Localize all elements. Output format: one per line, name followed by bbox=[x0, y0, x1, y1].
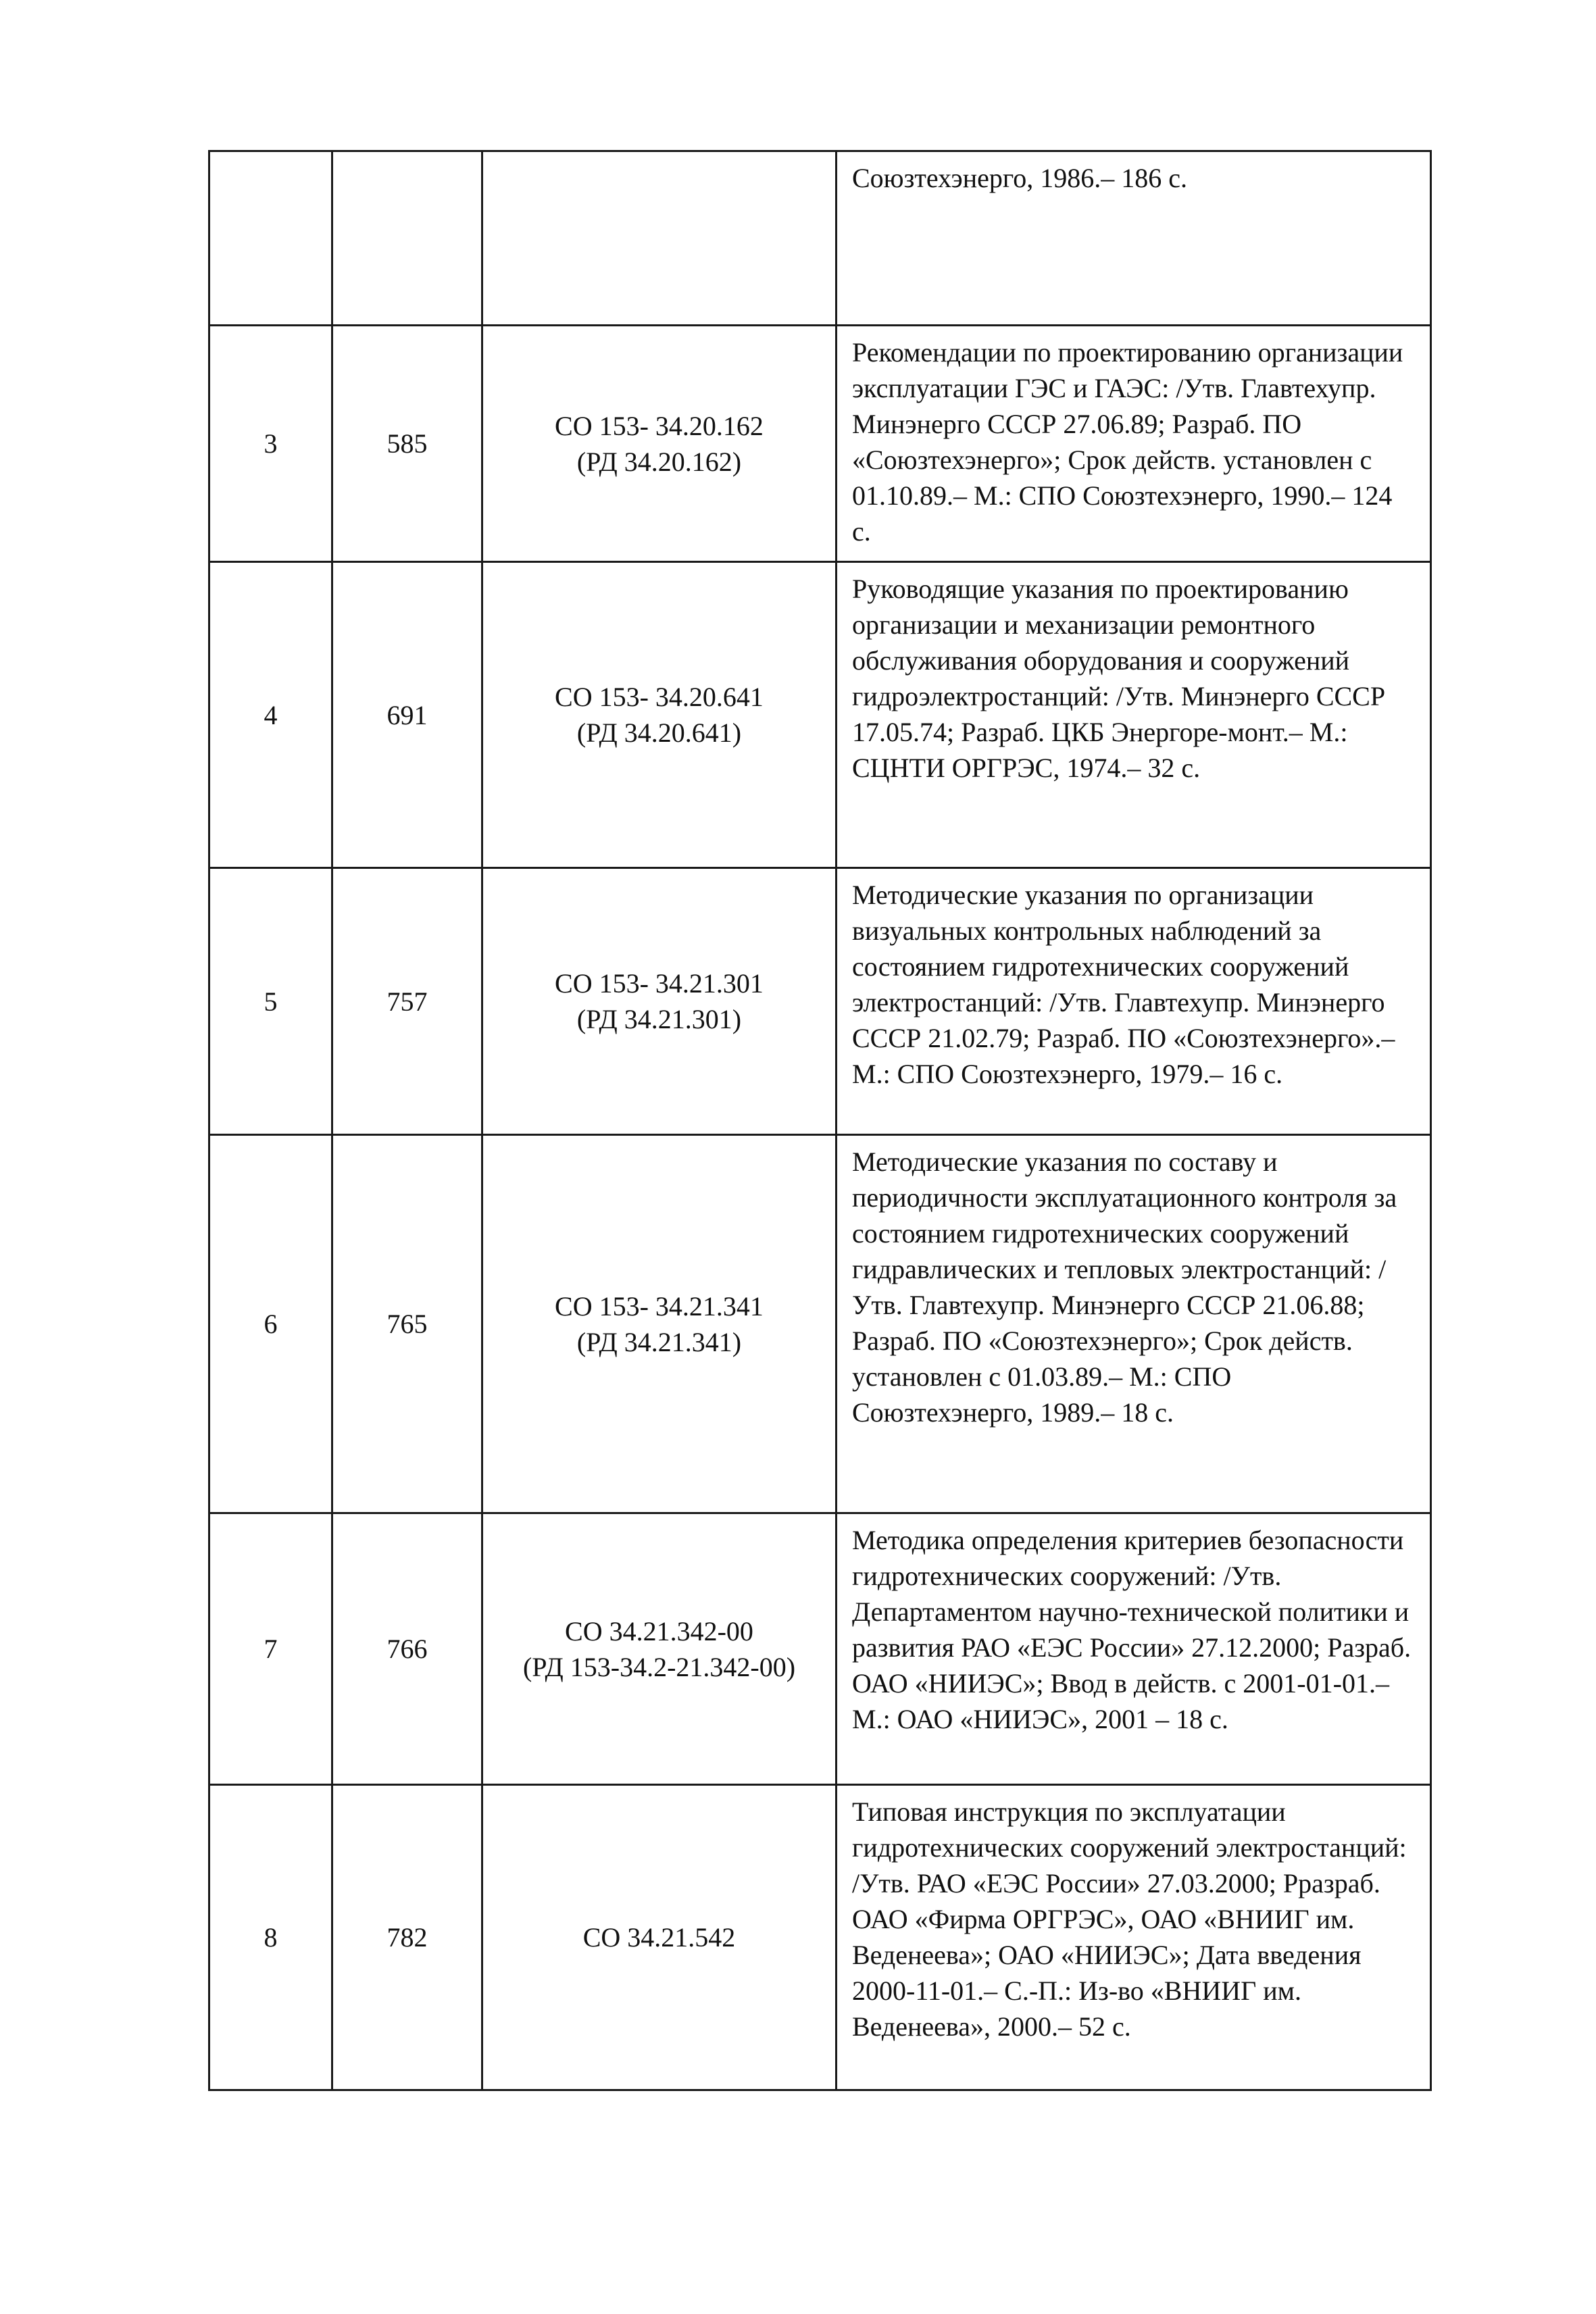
document-code: СО 153- 34.20.162 bbox=[555, 410, 764, 441]
document-description-cell: Методические указания по составу и периодичности эксплуатационного контроля за состоянием гидротехнических сооружений гидравлических и тепловых электростанций: /Утв. Главтехупр. Минэнерго СССР 21.06.88; Разраб. ПО «Союзтехэнерго»; Срок действ. установлен с 01.03.89.– М.: СПО Союзтехэнерго, 1989.– 18 с. bbox=[837, 1135, 1431, 1513]
row-number-cell: 5 bbox=[209, 868, 332, 1135]
table-row bbox=[209, 562, 1431, 868]
document-code-alt: (РД 34.21.301) bbox=[576, 1004, 742, 1034]
table-row bbox=[209, 868, 1431, 1135]
table-row bbox=[209, 151, 1431, 326]
document-code: СО 153- 34.21.301 bbox=[555, 968, 764, 999]
document-code-cell bbox=[482, 1135, 837, 1513]
table-row bbox=[209, 1785, 1431, 2090]
row-number-cell: 7 bbox=[209, 1513, 332, 1785]
row-number-cell: 3 bbox=[209, 326, 332, 562]
table-row bbox=[209, 1135, 1431, 1513]
registry-number-cell: 765 bbox=[332, 1135, 482, 1513]
registry-number-cell: 691 bbox=[332, 562, 482, 868]
document-code-alt: (РД 153-34.2-21.342-00) bbox=[522, 1651, 796, 1682]
document-code: СО 34.21.342-00 bbox=[565, 1615, 753, 1646]
document-code: СО 153- 34.20.641 bbox=[555, 682, 764, 712]
document-description-cell: Руководящие указания по проектированию организации и механизации ремонтного обслуживания оборудования и сооружений гидроэлектростанций: /Утв. Минэнерго СССР 17.05.74; Разраб. ЦКБ Энергоре-монт.– М.: СЦНТИ ОРГРЭС, 1974.– 32 с. bbox=[837, 562, 1431, 868]
document-code: СО 34.21.542 bbox=[582, 1922, 736, 1953]
registry-number-cell: 782 bbox=[332, 1785, 482, 2090]
document-description-cell: Рекомендации по проектированию организации эксплуатации ГЭС и ГАЭС: /Утв. Главтехупр. Минэнерго СССР 27.06.89; Разраб. ПО «Союзтехэнерго»; Срок действ. установлен с 01.10.89.– М.: СПО Союзтехэнерго, 1990.– 124 с. bbox=[837, 326, 1431, 562]
document-code-cell bbox=[482, 326, 837, 562]
standards-table bbox=[208, 150, 1432, 2091]
registry-number-cell: 766 bbox=[332, 1513, 482, 1785]
document-code-cell bbox=[482, 151, 837, 326]
document-code-alt: (РД 34.20.641) bbox=[576, 718, 742, 748]
row-number-cell bbox=[209, 151, 332, 326]
document-code-cell bbox=[482, 868, 837, 1135]
document-code-cell bbox=[482, 1785, 837, 2090]
registry-number-cell: 757 bbox=[332, 868, 482, 1135]
document-description-cell: Союзтехэнерго, 1986.– 186 с. bbox=[837, 151, 1431, 326]
registry-number-cell bbox=[332, 151, 482, 326]
row-number-cell: 8 bbox=[209, 1785, 332, 2090]
document-description-cell: Методические указания по организации визуальных контрольных наблюдений за состоянием гидротехнических сооружений электростанций: /Утв. Главтехупр. Минэнерго СССР 21.02.79; Разраб. ПО «Союзтехэнерго».– М.: СПО Союзтехэнерго, 1979.– 16 с. bbox=[837, 868, 1431, 1135]
document-code-alt: (РД 34.20.162) bbox=[576, 446, 742, 477]
document-code-cell bbox=[482, 562, 837, 868]
document-code-cell bbox=[482, 1513, 837, 1785]
row-number-cell: 4 bbox=[209, 562, 332, 868]
registry-number-cell: 585 bbox=[332, 326, 482, 562]
document-code-alt: (РД 34.21.341) bbox=[576, 1326, 742, 1357]
document-description-cell: Методика определения критериев безопасности гидротехнических сооружений: /Утв. Департаментом научно-технической политики и развития РАО «ЕЭС России» 27.12.2000; Разраб. ОАО «НИИЭС»; Ввод в действ. с 2001-01-01.– М.: ОАО «НИИЭС», 2001 – 18 с. bbox=[837, 1513, 1431, 1785]
document-code: СО 153- 34.21.341 bbox=[555, 1290, 764, 1322]
document-description-cell: Типовая инструкция по эксплуатации гидротехнических сооружений электростанций: /Утв. РАО «ЕЭС России» 27.03.2000; Рразраб. ОАО «Фирма ОРГРЭС», ОАО «ВНИИГ им. Веденеева»; ОАО «НИИЭС»; Дата введения 2000-11-01.– С.-П.: Из-во «ВНИИГ им. Веденеева», 2000.– 52 с. bbox=[837, 1785, 1431, 2090]
row-number-cell: 6 bbox=[209, 1135, 332, 1513]
table-row bbox=[209, 1513, 1431, 1785]
table-row bbox=[209, 326, 1431, 562]
